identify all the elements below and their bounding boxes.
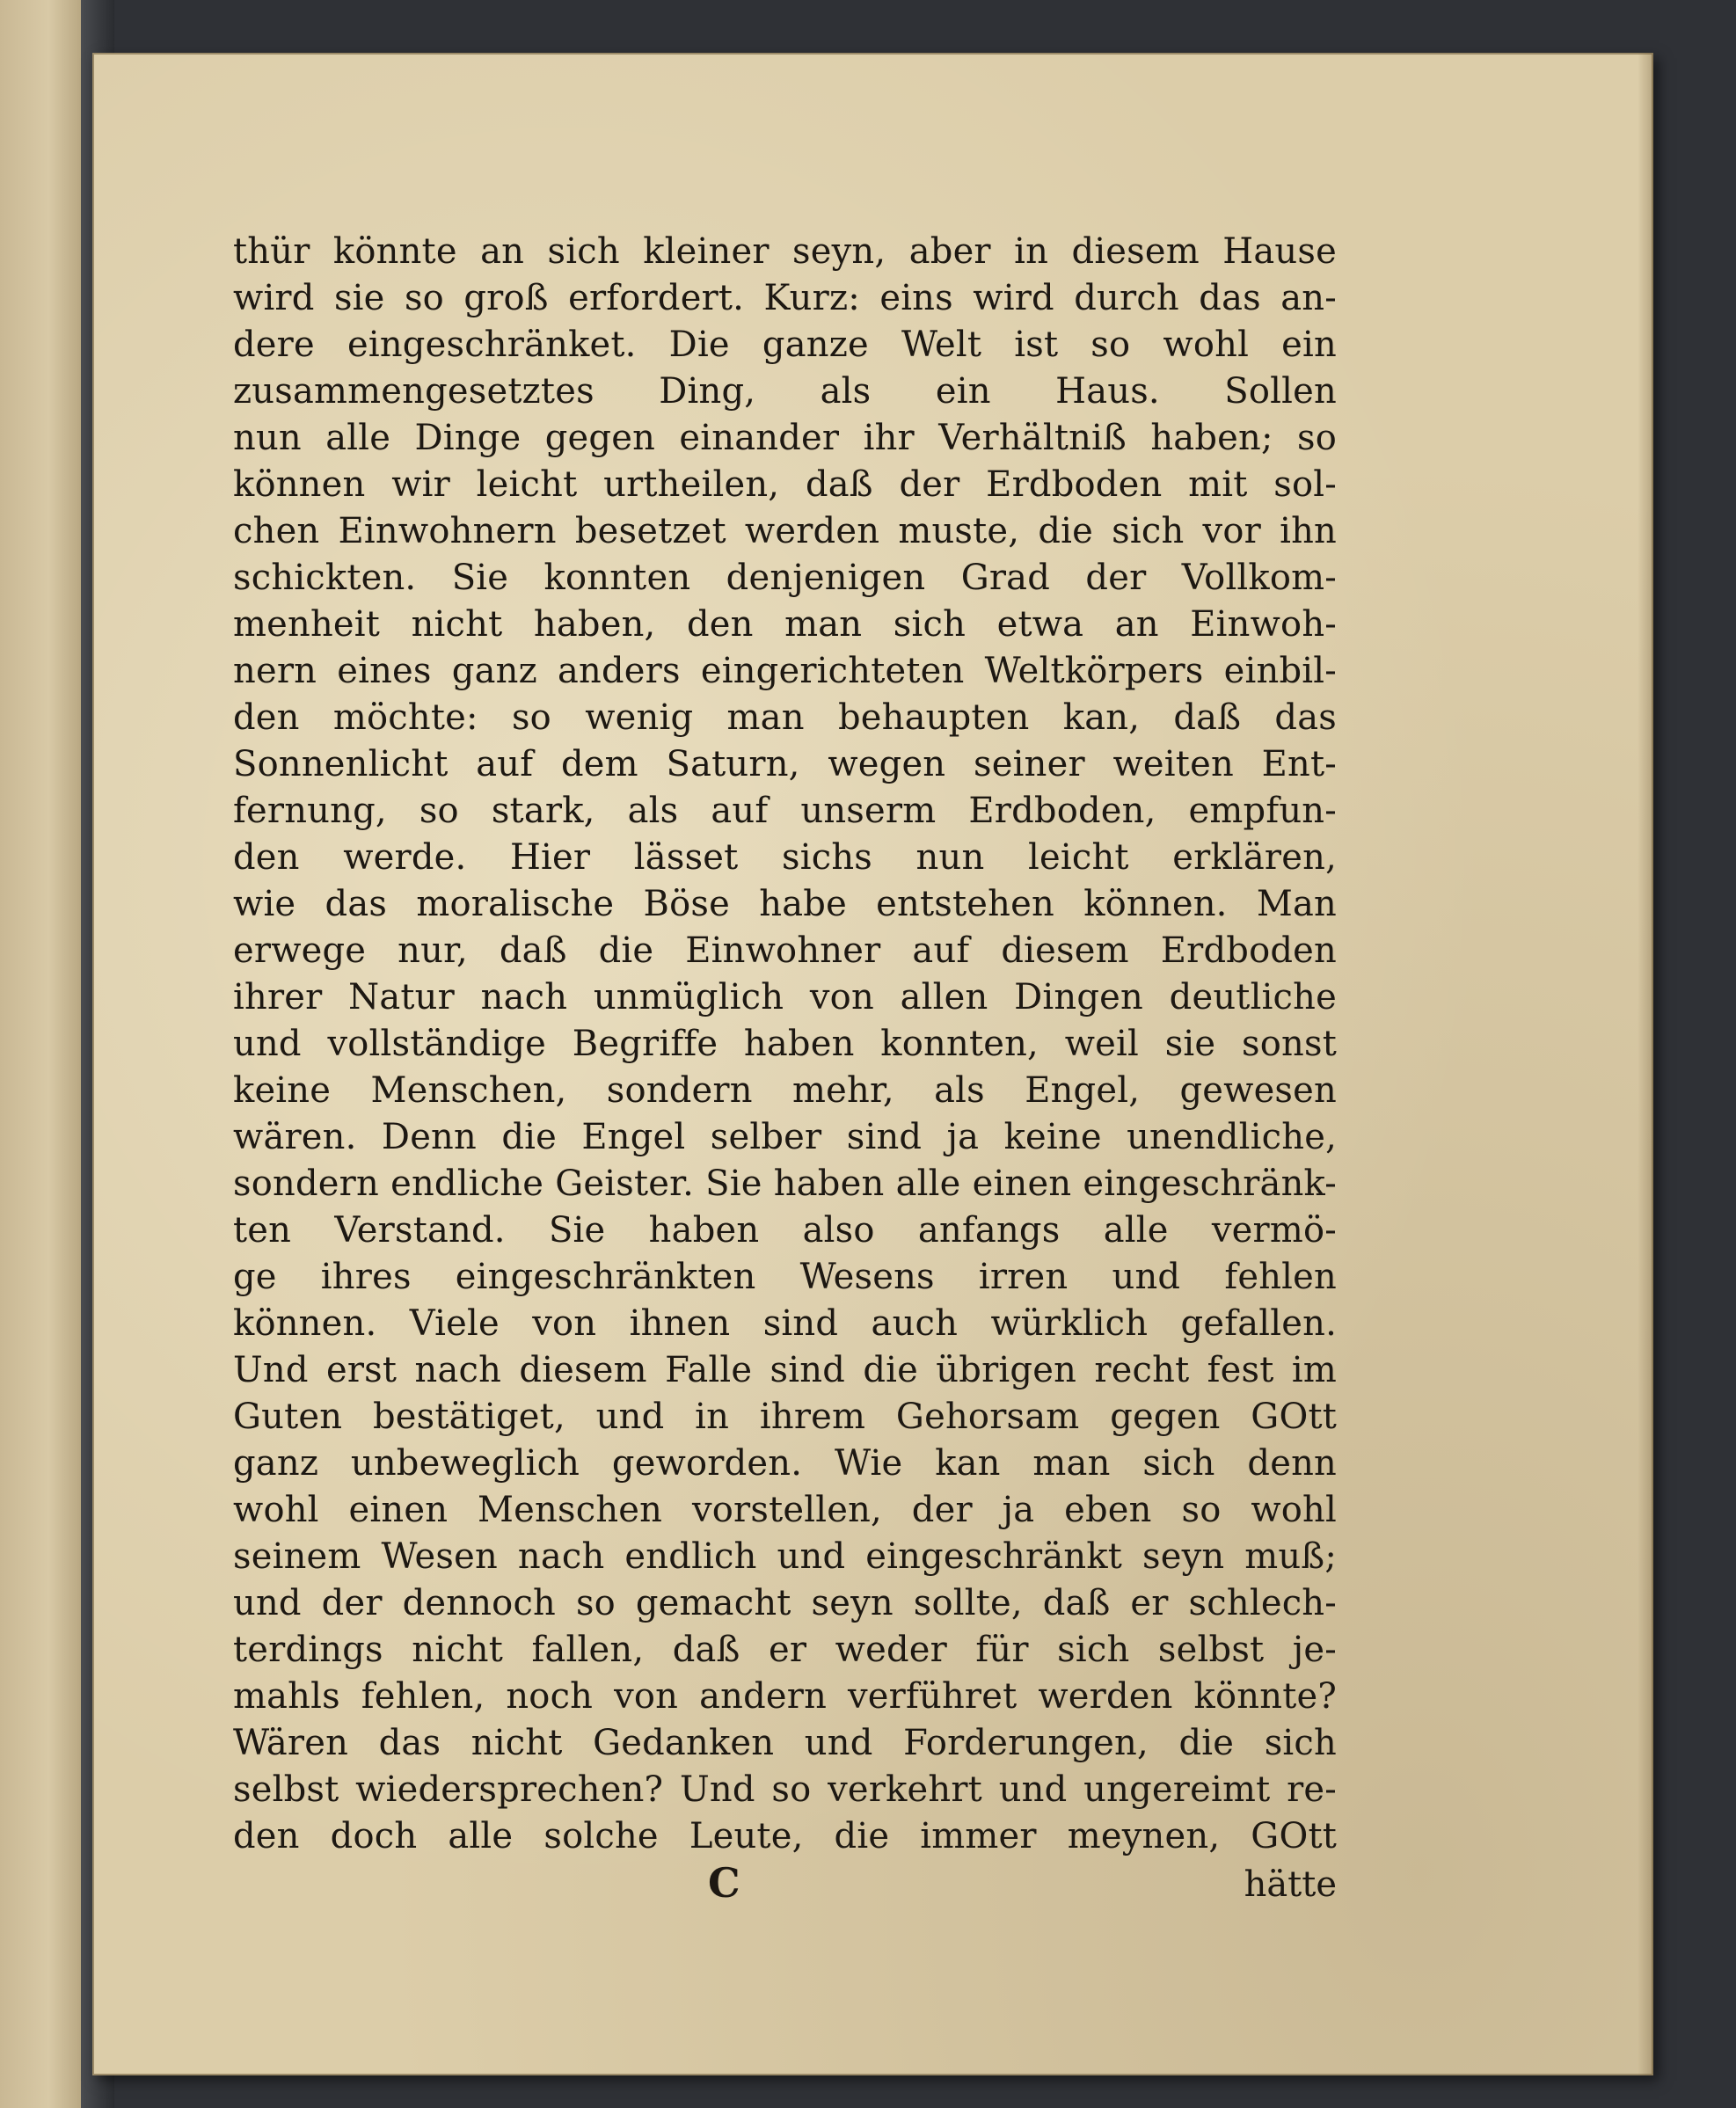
book-page (92, 53, 1653, 2075)
text-line: keine Menschen, sondern mehr, als Engel, gewesen (233, 1070, 1337, 1111)
text-line: wird sie so groß erfordert. Kurz: eins wird durch das an- (233, 278, 1337, 318)
text-line: chen Einwohnern besetzet werden muste, die sich vor ihn (233, 511, 1337, 551)
page-edge-shadow (1638, 53, 1653, 2075)
text-line: Sonnenlicht auf dem Saturn, wegen seiner weiten Ent- (233, 744, 1337, 784)
text-line: menheit nicht haben, den man sich etwa an Einwoh- (233, 604, 1337, 645)
text-line: den möchte: so wenig man behaupten kan, daß das (233, 697, 1337, 738)
text-line: ge ihres eingeschränkten Wesens irren und fehlen (233, 1257, 1337, 1297)
text-line: können wir leicht urtheilen, daß der Erdboden mit sol- (233, 464, 1337, 505)
text-line: zusammengesetztes Ding, als ein Haus. Sollen (233, 371, 1337, 412)
text-line: und der dennoch so gemacht seyn sollte, daß er schlech- (233, 1583, 1337, 1623)
text-line: terdings nicht fallen, daß er weder für sich selbst je- (233, 1630, 1337, 1670)
text-line: wie das moralische Böse habe entstehen können. Man (233, 884, 1337, 924)
text-line: wohl einen Menschen vorstellen, der ja eben so wohl (233, 1490, 1337, 1530)
text-line: können. Viele von ihnen sind auch würklich gefallen. (233, 1303, 1337, 1344)
text-line: erwege nur, daß die Einwohner auf diesem Erdboden (233, 930, 1337, 971)
signature-mark: C (708, 1859, 740, 1907)
text-line: und vollständige Begriffe haben konnten, weil sie sonst (233, 1024, 1337, 1064)
text-line: wären. Denn die Engel selber sind ja keine unendliche, (233, 1117, 1337, 1157)
text-line: seinem Wesen nach endlich und eingeschränkt seyn muß; (233, 1536, 1337, 1577)
text-line: ihrer Natur nach unmüglich von allen Dingen deutliche (233, 977, 1337, 1018)
text-line: mahls fehlen, noch von andern verführet werden könnte? (233, 1676, 1337, 1717)
text-line: fernung, so stark, als auf unserm Erdboden, empfun- (233, 791, 1337, 831)
text-line: thür könnte an sich kleiner seyn, aber in diesem Hause (233, 231, 1337, 272)
text-line: ten Verstand. Sie haben also anfangs alle vermö- (233, 1210, 1337, 1251)
text-line: den doch alle solche Leute, die immer meynen, GOtt (233, 1816, 1337, 1856)
text-line: den werde. Hier lässet sichs nun leicht erklären, (233, 837, 1337, 878)
text-line: selbst wiedersprechen? Und so verkehrt und ungereimt re- (233, 1769, 1337, 1810)
body-text (233, 229, 1337, 1860)
text-line: schickten. Sie konnten denjenigen Grad der Vollkom- (233, 558, 1337, 598)
catchword: hätte (1244, 1864, 1337, 1905)
page-footer (233, 1859, 1337, 1912)
text-line: nern eines ganz anders eingerichteten Weltkörpers einbil- (233, 651, 1337, 691)
previous-page-edge (0, 0, 84, 2108)
text-line: nun alle Dinge gegen einander ihr Verhältniß haben; so (233, 418, 1337, 458)
text-line: Guten bestätiget, und in ihrem Gehorsam gegen GOtt (233, 1397, 1337, 1437)
text-line: Und erst nach diesem Falle sind die übrigen recht fest im (233, 1350, 1337, 1390)
text-line: Wären das nicht Gedanken und Forderungen, die sich (233, 1723, 1337, 1763)
text-line: sondern endliche Geister. Sie haben alle einen eingeschränk- (233, 1163, 1337, 1204)
text-line: ganz unbeweglich geworden. Wie kan man sich denn (233, 1443, 1337, 1484)
text-line: dere eingeschränket. Die ganze Welt ist so wohl ein (233, 325, 1337, 365)
